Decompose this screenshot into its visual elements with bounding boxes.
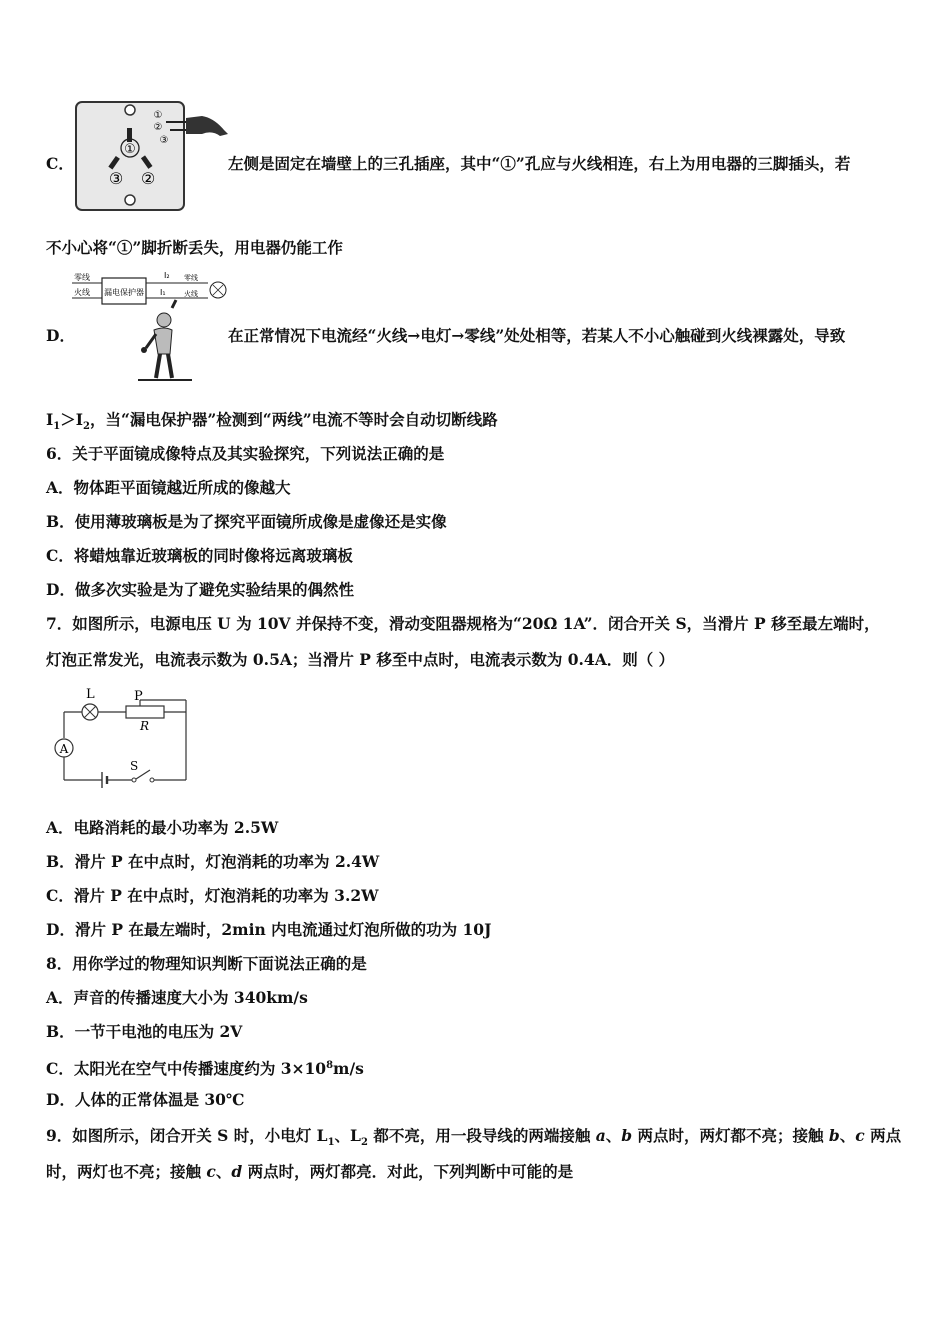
q7-stem-line1: 7．如图所示，电源电压 U 为 10V 并保持不变，滑动变阻器规格为“20Ω 1A”．闭合开关 S，当滑片 P 移至最左端时， <box>46 614 880 633</box>
q6-option-c: C．将蜡烛靠近玻璃板的同时像将远离玻璃板 <box>46 546 353 565</box>
plug-label-1: ① <box>153 110 163 121</box>
option-d-text-line1: 在正常情况下电流经“火线→电灯→零线”处处相等，若某人不小心触碰到火线裸露处，导致 <box>228 326 846 345</box>
socket-label-1: ① <box>124 142 136 157</box>
q8-option-a: A．声音的传播速度大小为 340km/s <box>46 988 308 1007</box>
option-c-label: C． <box>46 154 74 173</box>
q8-option-c: C．太阳光在空气中传播速度约为 $3\times 10^8m/s$ <box>46 1059 364 1079</box>
fire-right-label: 火线 <box>184 290 198 298</box>
q6-option-b: B．使用薄玻璃板是为了探究平面镜所成像是虚像还是实像 <box>46 512 447 531</box>
zero-wire-label: 零线 <box>74 273 90 282</box>
q6-option-d: D．做多次实验是为了避免实验结果的偶然性 <box>46 580 354 599</box>
slider-label: P <box>134 689 143 704</box>
person-head-icon <box>157 313 171 327</box>
option-d-text-line2: $I_1>I_2$，当“漏电保护器”检测到“两线”电流不等时会自动切断线路 <box>46 410 498 433</box>
plug-label-3: ③ <box>159 135 169 146</box>
protector-label: 漏电保护器 <box>104 288 144 297</box>
q9-stem-line2: 时，两灯也不亮；接触 c、d 两点时，两灯都亮．对此，下列判断中可能的是 <box>46 1162 574 1181</box>
option-d-label: D． <box>46 326 75 345</box>
plug-label-2: ② <box>153 122 163 133</box>
resistor-icon <box>126 706 164 718</box>
option-c-text-line1: 左侧是固定在墙壁上的三孔插座，其中“①”孔应与火线相连，右上为用电器的三脚插头，若 <box>228 154 851 173</box>
ammeter-label: A <box>59 742 69 756</box>
q8-stem: 8．用你学过的物理知识判断下面说法正确的是 <box>46 954 367 973</box>
q7-option-d: D．滑片 P 在最左端时，2min 内电流通过灯泡所做的功为 10J <box>46 920 492 939</box>
q7-circuit-figure <box>50 684 200 794</box>
q7-option-a: A．电路消耗的最小功率为 2.5W <box>46 818 279 837</box>
q6-stem: 6．关于平面镜成像特点及其实验探究，下列说法正确的是 <box>46 444 445 463</box>
q7-stem-line2: 灯泡正常发光，电流表示数为 0.5A；当滑片 P 移至中点时，电流表示数为 0.4A．则（ ） <box>46 650 675 669</box>
q7-option-c: C．滑片 P 在中点时，灯泡消耗的功率为 3.2W <box>46 886 379 905</box>
option-c-text-line2: 不小心将“①”脚折断丢失，用电器仍能工作 <box>46 238 343 257</box>
i2-label: I₂ <box>164 271 170 280</box>
i1-label: I₁ <box>160 288 166 297</box>
leakage-protector-figure <box>72 268 232 386</box>
zero-right-label: 零线 <box>184 274 198 282</box>
three-hole-socket-figure <box>74 100 230 212</box>
q9-stem-line1: 9．如图所示，闭合开关 S 时，小电灯 $L_1$、$L_2$ 都不亮，用一段导线的两端接触 a、b 两点时，两灯都不亮；接触 b、c 两点 <box>46 1126 902 1149</box>
q8-option-b: B．一节干电池的电压为 2V <box>46 1022 243 1041</box>
q7-option-b: B．滑片 P 在中点时，灯泡消耗的功率为 2.4W <box>46 852 380 871</box>
q8-option-d: D．人体的正常体温是 30℃ <box>46 1090 245 1109</box>
lamp-label: L <box>86 687 95 702</box>
person-body-icon <box>154 328 172 354</box>
socket-label-2: ② <box>140 169 156 188</box>
plug-body <box>186 116 228 136</box>
socket-screw-top <box>125 105 135 115</box>
socket-screw-bottom <box>125 195 135 205</box>
socket-label-3: ③ <box>108 169 124 188</box>
q6-option-a: A．物体距平面镜越近所成的像越大 <box>46 478 291 497</box>
switch-label: S <box>130 759 139 773</box>
fire-wire-label: 火线 <box>74 288 90 297</box>
resistor-label: R <box>140 719 150 733</box>
